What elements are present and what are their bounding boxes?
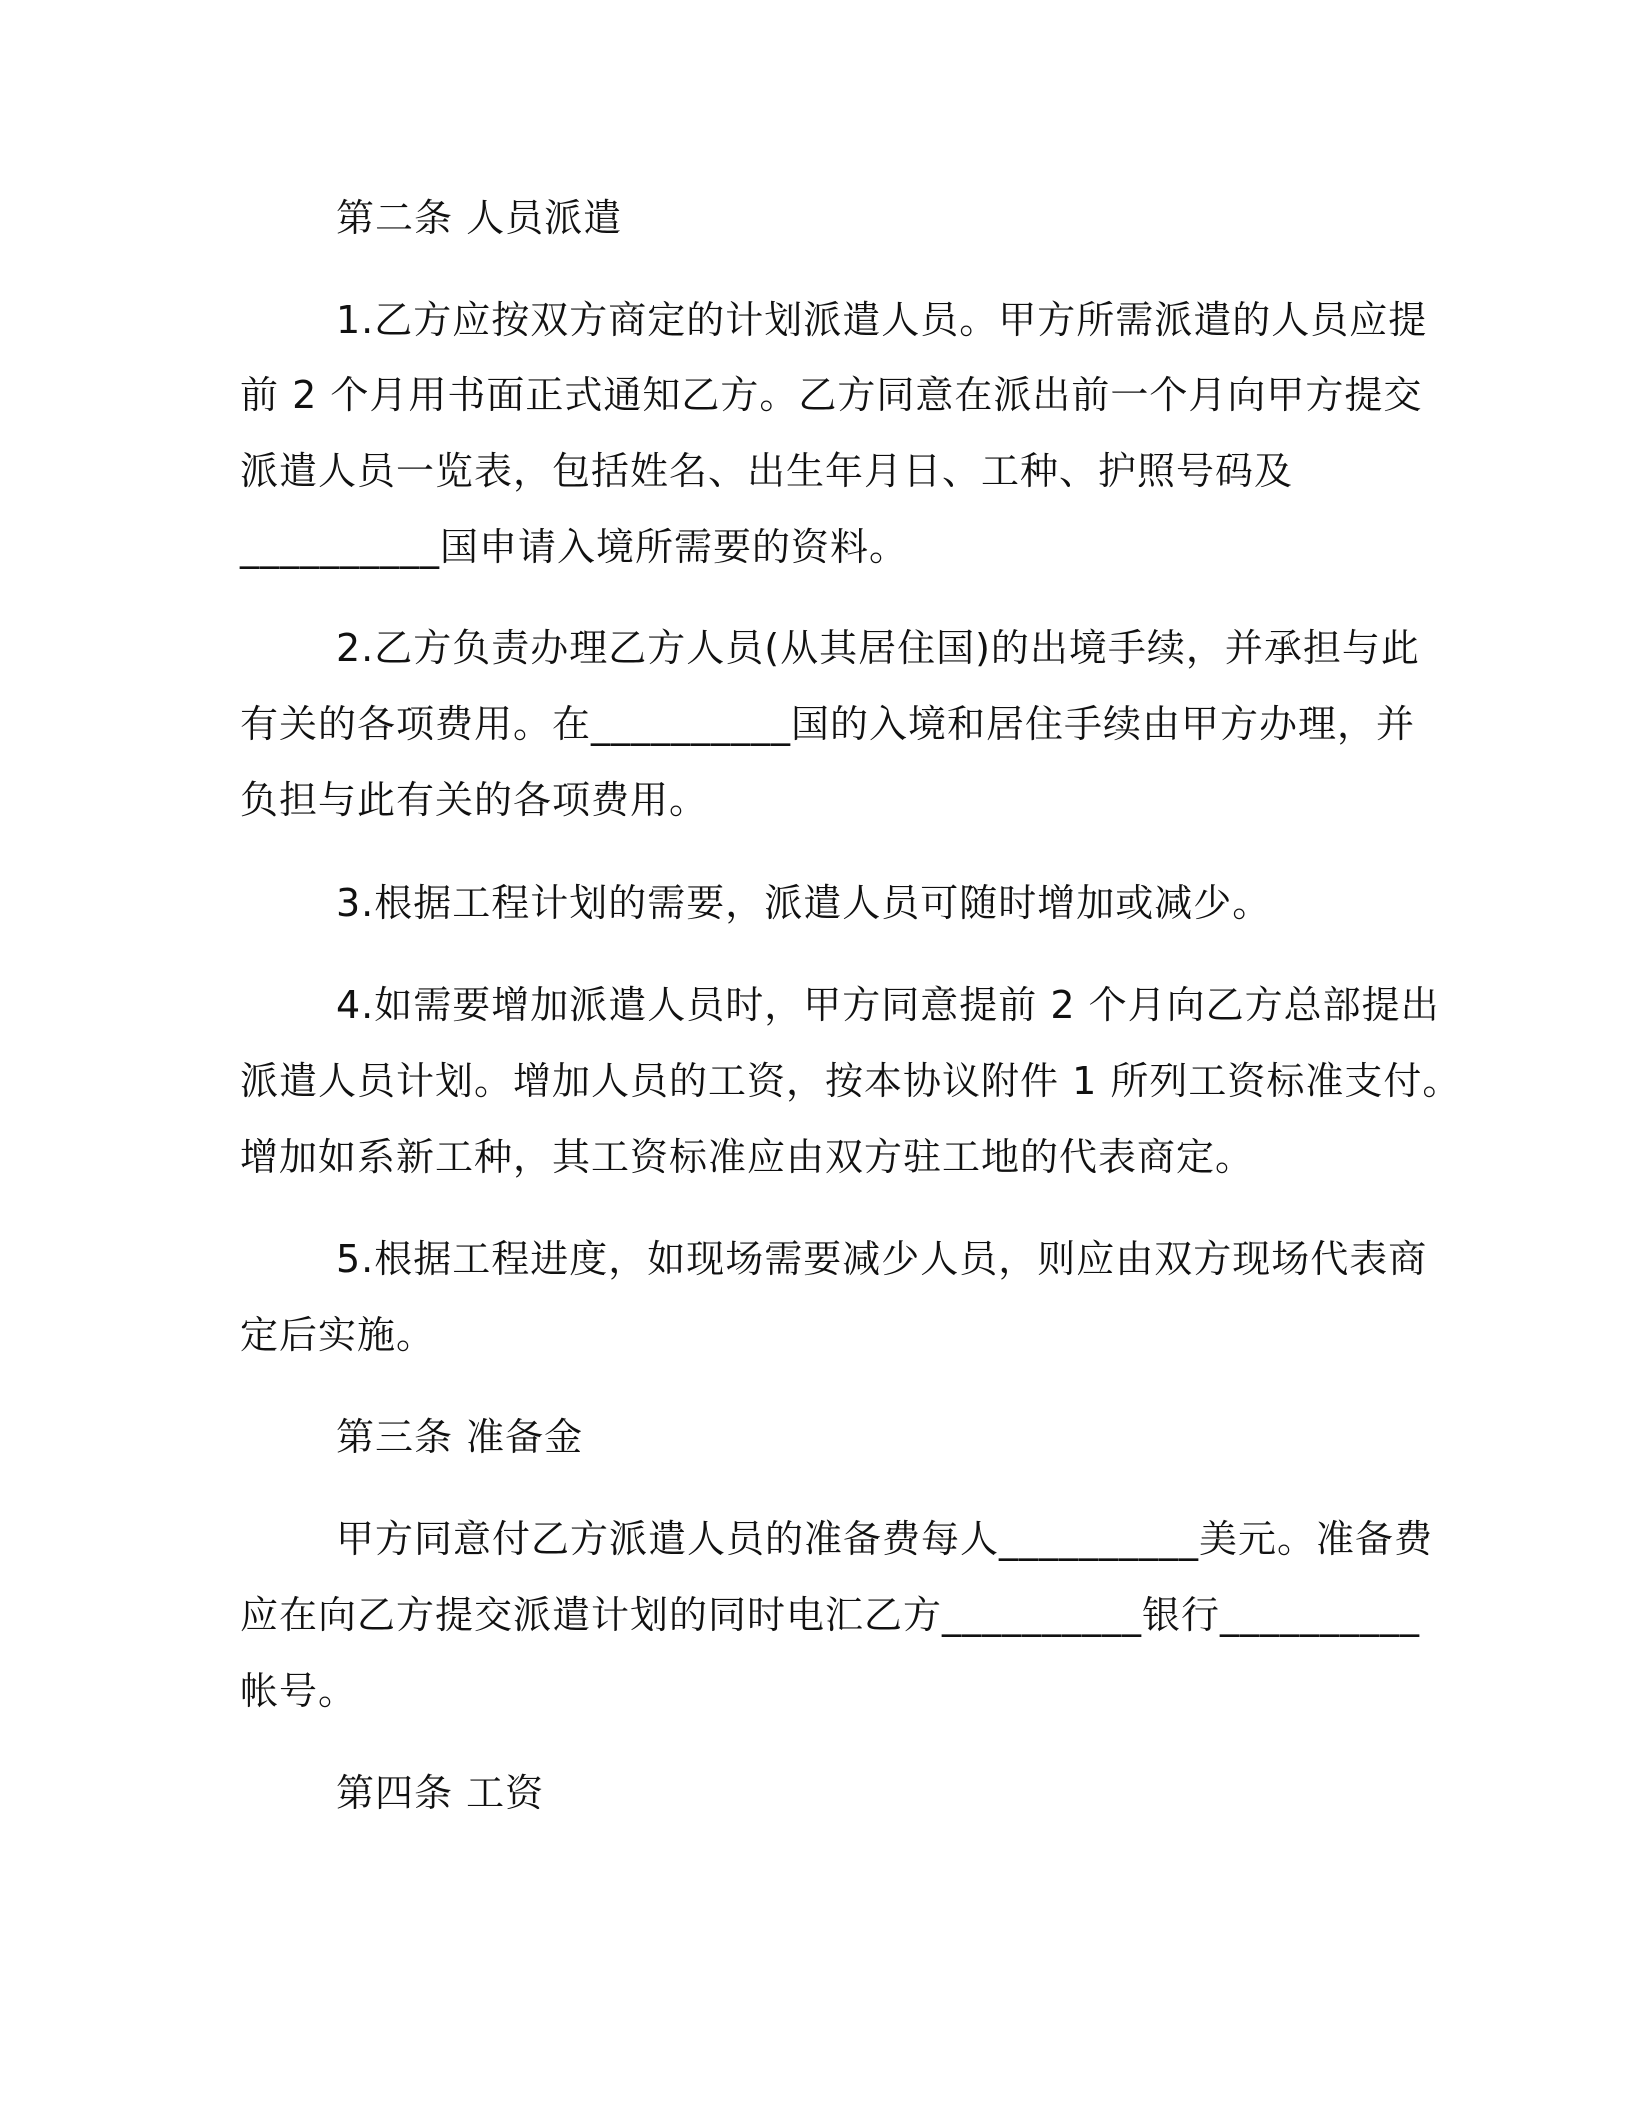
article-2-item-5-line-2: 定后实施。 [240, 1313, 436, 1357]
article-3-para-line-2: 应在向乙方提交派遣计划的同时电汇乙方__________银行__________ [240, 1593, 1421, 1637]
article-4-heading: 第四条 工资 [336, 1771, 545, 1815]
article-2-heading: 第二条 人员派遣 [336, 196, 623, 240]
article-2-item-2-line-1: 2.乙方负责办理乙方人员(从其居住国)的出境手续，并承担与此 [336, 626, 1420, 670]
article-2-item-1-line-3: 派遣人员一览表，包括姓名、出生年月日、工种、护照号码及 [240, 449, 1294, 493]
article-2-item-4-line-3: 增加如系新工种，其工资标准应由双方驻工地的代表商定。 [240, 1135, 1255, 1179]
article-2-item-4-line-2: 派遣人员计划。增加人员的工资，按本协议附件 1 所列工资标准支付。 [240, 1059, 1462, 1103]
article-3-para-line-1: 甲方同意付乙方派遣人员的准备费每人__________美元。准备费 [336, 1517, 1434, 1561]
article-2-item-5-line-1: 5.根据工程进度，如现场需要减少人员，则应由双方现场代表商 [336, 1237, 1428, 1281]
article-3-para-line-3: 帐号。 [240, 1669, 358, 1713]
article-2-item-2-line-2: 有关的各项费用。在__________国的入境和居住手续由甲方办理，并 [240, 702, 1416, 746]
article-2-item-1-line-2: 前 2 个月用书面正式通知乙方。乙方同意在派出前一个月向甲方提交 [240, 373, 1423, 417]
article-2-item-4-line-1: 4.如需要增加派遣人员时，甲方同意提前 2 个月向乙方总部提出 [336, 983, 1440, 1027]
article-2-item-1-line-1: 1.乙方应按双方商定的计划派遣人员。甲方所需派遣的人员应提 [336, 298, 1428, 342]
article-2-item-2-line-3: 负担与此有关的各项费用。 [240, 778, 709, 822]
article-2-item-1-line-4: __________国申请入境所需要的资料。 [240, 525, 909, 569]
article-2-item-3: 3.根据工程计划的需要，派遣人员可随时增加或减少。 [336, 881, 1272, 925]
article-3-heading: 第三条 准备金 [336, 1415, 584, 1459]
